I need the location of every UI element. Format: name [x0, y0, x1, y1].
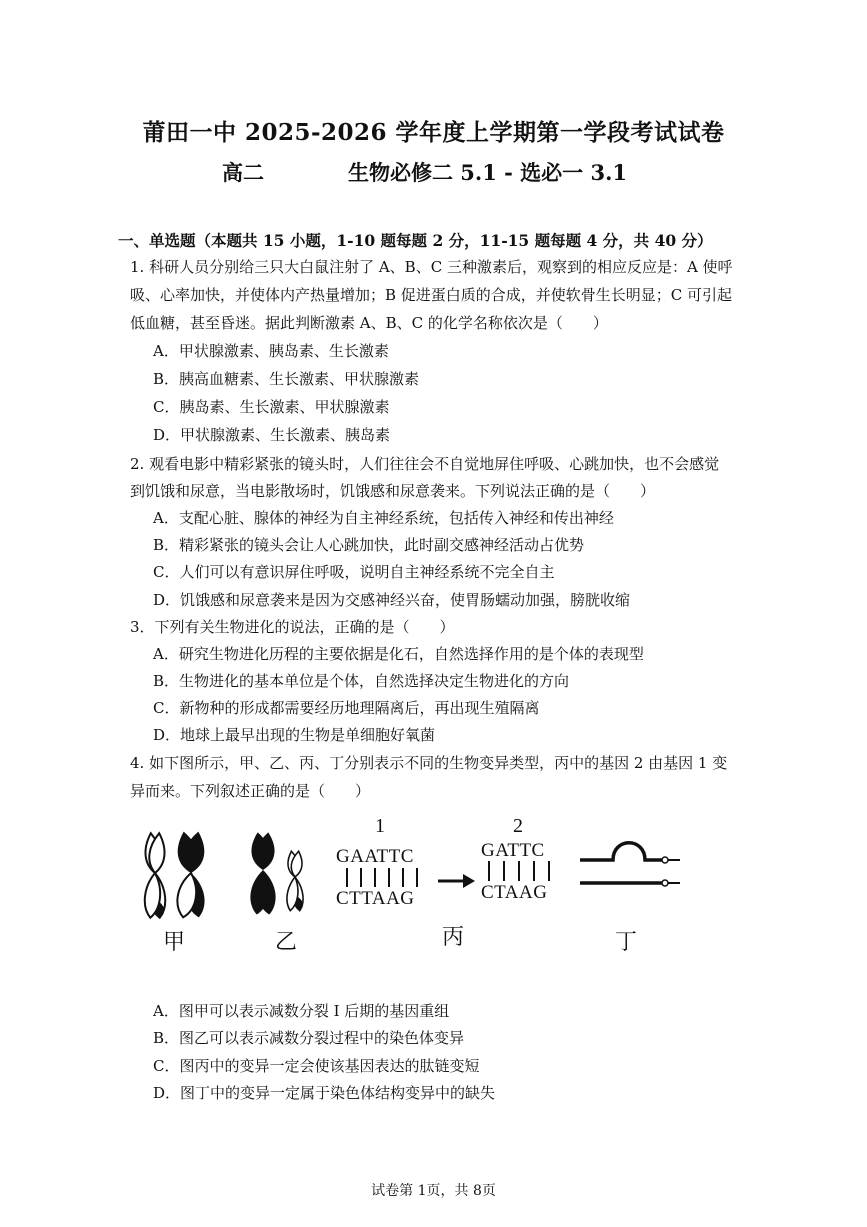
question-1-line-1: 1. 科研人员分别给三只大白鼠注射了 A、B、C 三种激素后，观察到的相应反应是：A 使呼	[130, 258, 733, 276]
question-2-option-c[interactable]: C．人们可以有意识屏住呼吸，说明自主神经系统不完全自主	[153, 563, 555, 581]
gene-2-bottom-strand: CTAAG	[481, 882, 548, 903]
figure-bing-bonds-1	[347, 868, 417, 887]
subject-label: 生物必修二 5.1 - 选必一 3.1	[348, 160, 628, 185]
question-3-option-a[interactable]: A．研究生物进化历程的主要依据是化石，自然选择作用的是个体的表现型	[153, 645, 644, 663]
variation-figure	[125, 815, 745, 965]
page-footer: 试卷第 1页，共 8页	[371, 1183, 496, 1199]
figure-label-bing: 丙	[442, 925, 465, 950]
gene-1-top-strand: GAATTC	[336, 846, 414, 867]
figure-label-ding: 丁	[615, 930, 638, 955]
exam-subtitle	[0, 157, 867, 187]
question-2-option-b[interactable]: B．精彩紧张的镜头会让人心跳加快，此时副交感神经活动占优势	[153, 536, 585, 554]
question-1-option-b[interactable]: B．胰高血糖素、生长激素、甲状腺激素	[153, 370, 420, 388]
figure-label-jia: 甲	[163, 930, 186, 955]
figure-bing-bonds-2	[489, 861, 549, 881]
question-4-line-1: 4. 如下图所示，甲、乙、丙、丁分别表示不同的生物变异类型，丙中的基因 2 由基因 1 变	[130, 754, 728, 772]
question-2-line-1: 2. 观看电影中精彩紧张的镜头时，人们往往会不自觉地屏住呼吸、心跳加快，也不会感觉	[130, 455, 720, 473]
question-3-line-1: 3．下列有关生物进化的说法，正确的是（ ）	[130, 618, 455, 636]
question-2-option-d[interactable]: D．饥饿感和尿意袭来是因为交感神经兴奋，使胃肠蠕动加强，膀胱收缩	[153, 591, 631, 609]
question-4-option-c[interactable]: C．图丙中的变异一定会使该基因表达的肽链变短	[153, 1057, 480, 1075]
question-3-option-d[interactable]: D．地球上最早出现的生物是单细胞好氧菌	[153, 726, 436, 744]
figure-drawing	[125, 815, 745, 965]
question-2-option-a[interactable]: A．支配心脏、腺体的神经为自主神经系统，包括传入神经和传出神经	[153, 509, 614, 527]
arrow-icon	[438, 874, 475, 888]
figure-jia-chromosomes	[143, 830, 209, 919]
question-1-line-2: 吸、心率加快，并使体内产热量增加；B 促进蛋白质的合成，并使软骨生长明显；C 可引起	[130, 286, 733, 304]
question-1-option-c[interactable]: C．胰岛素、生长激素、甲状腺激素	[153, 398, 390, 416]
figure-label-yi: 乙	[275, 930, 298, 955]
question-3-option-c[interactable]: C．新物种的形成都需要经历地理隔离后，再出现生殖隔离	[153, 699, 540, 717]
question-2-line-2: 到饥饿和尿意，当电影散场时，饥饿感和尿意袭来。下列说法正确的是（ ）	[130, 482, 656, 500]
gene-2-top-strand: GATTC	[481, 840, 545, 861]
exam-title: 莆田一中 2025-2026 学年度上学期第一学段考试试卷	[142, 119, 725, 146]
gene-1-number: 1	[375, 815, 386, 837]
section-heading: 一、单选题（本题共 15 小题，1-10 题每题 2 分，11-15 题每题 4 分，共 40 分）	[118, 231, 713, 250]
question-4-option-d[interactable]: D．图丁中的变异一定属于染色体结构变异中的缺失	[153, 1084, 496, 1102]
gene-2-number: 2	[513, 815, 524, 837]
question-4-line-2: 异而来。下列叙述正确的是（ ）	[130, 782, 371, 800]
question-3-option-b[interactable]: B．生物进化的基本单位是个体，自然选择决定生物进化的方向	[153, 672, 570, 690]
question-4-option-b[interactable]: B．图乙可以表示减数分裂过程中的染色体变异	[153, 1029, 465, 1047]
gene-1-bottom-strand: CTTAAG	[336, 888, 415, 909]
question-1-option-a[interactable]: A．甲状腺激素、胰岛素、生长激素	[153, 342, 389, 360]
grade-label: 高二	[222, 160, 264, 185]
question-4-option-a[interactable]: A．图甲可以表示减数分裂 I 后期的基因重组	[153, 1002, 450, 1020]
question-1-line-3: 低血糖，甚至昏迷。据此判断激素 A、B、C 的化学名称依次是（ ）	[130, 314, 608, 332]
question-1-option-d[interactable]: D．甲状腺激素、生长激素、胰岛素	[153, 426, 391, 444]
figure-ding-chromosome-pair	[580, 843, 680, 886]
figure-yi-chromosomes	[248, 831, 305, 916]
